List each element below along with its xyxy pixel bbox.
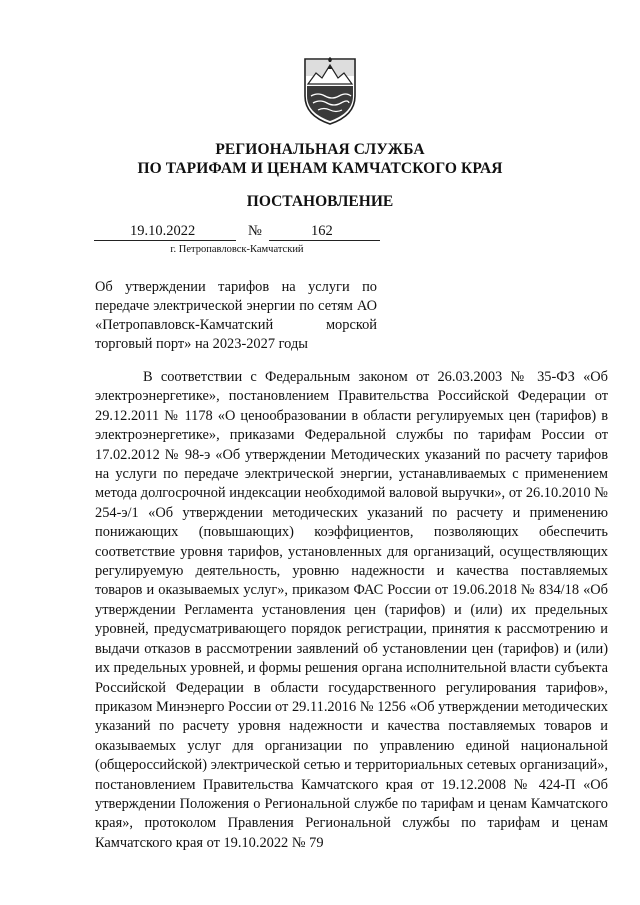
document-subject: Об утверждении тарифов на услуги по передаче электрической энергии по сетям АО «Петропавловск-Камчатский морской торговый порт» на 2023-2027 годы bbox=[95, 279, 377, 352]
organization-name-line1: РЕГИОНАЛЬНАЯ СЛУЖБА bbox=[215, 141, 425, 158]
document-meta-block bbox=[94, 223, 380, 263]
date-underline bbox=[94, 240, 236, 241]
kamchatka-coat-of-arms-icon bbox=[302, 56, 358, 126]
document-date: 19.10.2022 bbox=[130, 223, 196, 239]
document-number: 162 bbox=[311, 223, 333, 239]
document-type-title: ПОСТАНОВЛЕНИЕ bbox=[246, 193, 394, 210]
document-body-paragraph: В соответствии с Федеральным законом от 26.03.2003 № 35-ФЗ «Об электроэнергетике», постановлением Правительства Российской Федерации от 29.12.2011 № 1178 «О ценообразовании в области регулируемых цен (тарифов) в электроэнергетике», приказами Федеральной службы по тарифам России от 17.02.2012 № 98-э «Об утверждении Методических указаний по расчету тарифов на услуги по передаче электрической энергии, устанавливаемых с применением метода долгосрочной индексации необходимой валовой выручки», от 26.10.2010 № 254-э/1 «Об утверждении методических указаний по расчету и применению понижающих (повышающих) коэффициентов, позволяющих обеспечить соответствие уровня тарифов, установленных для организаций, осуществляющих регулируемую деятельность, уровню надежности и качества поставляемых товаров и оказываемых услуг», приказом ФАС России от 19.06.2018 № 834/18 «Об утверждении Регламента установления цен (тарифов) и (или) их предельных уровней, предусматривающего порядок регистрации, принятия к рассмотрению и выдачи отказов в рассмотрении заявлений об установлении цен (тарифов) и (или) их предельных уровней, и формы решения органа исполнительной власти субъекта Российской Федерации в области государственного регулирования тарифов», приказом Минэнерго России от 29.11.2016 № 1256 «Об утверждении методических указаний по расчету уровня надежности и качества поставляемых товаров и оказываемых услуг для организации по управлению единой национальной (общероссийской) электрической сетью и территориальных сетевых организаций», постановлением Правительства Камчатского края от 19.12.2008 № 424-П «Об утверждении Положения о Региональной службе по тарифам и ценам Камчатского края», протоколом Правления Региональной службы по тарифам и ценам Камчатского края от 19.10.2022 № 79 bbox=[95, 369, 608, 851]
number-sign: № bbox=[248, 223, 262, 239]
document-city: г. Петропавловск-Камчатский bbox=[170, 244, 304, 255]
number-underline bbox=[269, 240, 380, 241]
organization-name-line2: ПО ТАРИФАМ И ЦЕНАМ КАМЧАТСКОГО КРАЯ bbox=[137, 160, 503, 177]
